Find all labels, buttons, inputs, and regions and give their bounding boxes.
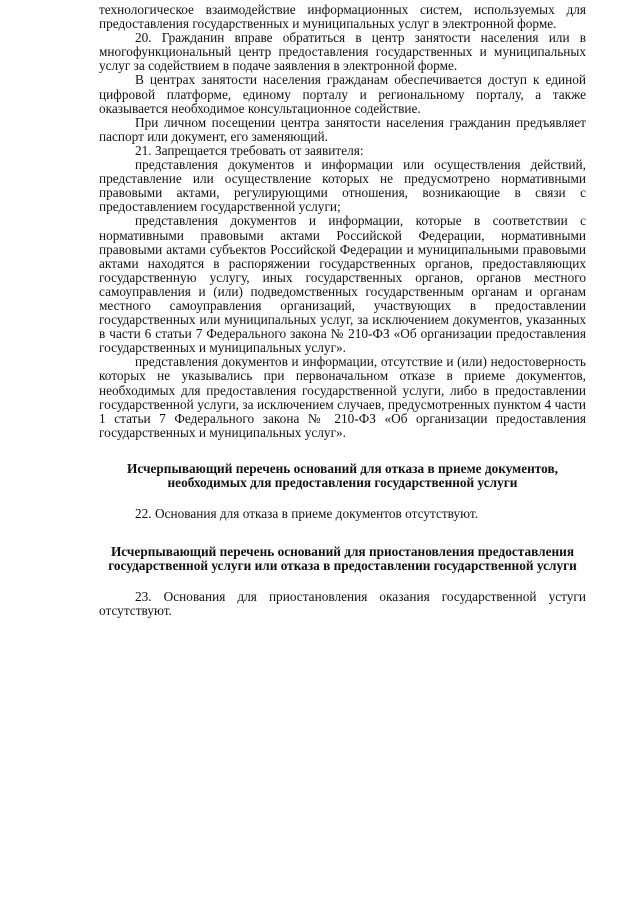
paragraph-employment-centers: В центрах занятости населения гражданам обеспечивается доступ к единой цифровой платформе, единому порталу и региональному порталу, а также оказывается необходимое консультационное содействие. [99, 72, 586, 116]
paragraph-22: 22. Основания для отказа в приеме документов отсутствуют. [135, 506, 479, 522]
section-heading-refusal: Исчерпывающий перечень оснований для отказа в приеме документов, необходимых для предоставления государственной услуги [127, 460, 558, 490]
paragraph-continuation: технологическое взаимодействие информационных систем, используемых для предоставления государственных и муниципальных услуг в электронной форме. [99, 2, 586, 32]
list-item-documents: представления документов и информации, которые в соответствии с нормативными правовыми актами Российской Федерации, нормативными правовыми актами субъектов Российской Федерации и муниципальными правовыми актами находятся в распоряжении государственных органов, предоставляющих государственную услугу, иных государственных органов, органов местного самоуправления и (или) подведомственных государственным органам и органам местного самоуправления организаций, участвующих в предоставлении государственных или муниципальных услуг, за исключением документов, указанных в части 6 статьи 7 Федерального закона № 210-ФЗ «Об организации предоставления государственных и муниципальных услуг». [99, 213, 586, 356]
list-item-refusal: представления документов и информации, отсутствие и (или) недостоверность которых не указывались при первоначальном отказе в приеме документов, необходимых для предоставления государственной услуги, либо в предоставлении государственной услуги, за исключением случаев, предусмотренных пунктом 4 части 1 статьи 7 Федерального закона № 210-ФЗ «Об организации предоставления государственных и муниципальных услуг». [99, 354, 586, 440]
paragraph-21: 21. Запрещается требовать от заявителя: [135, 142, 364, 158]
section-heading-suspension: Исчерпывающий перечень оснований для приостановления предоставления государственной услуги или отказа в предоставлении государственной услуги [108, 544, 577, 574]
paragraph-20: 20. Гражданин вправе обратиться в центр занятости населения или в многофункциональный центр предоставления государственных и муниципальных услуг за содействием в подаче заявления в электронной форме. [99, 30, 586, 74]
document-body [99, 3, 586, 619]
list-item-actions: представления документов и информации или осуществления действий, представление или осуществление которых не предусмотрено нормативными правовыми актами, регулирующими отношения, возникающие в связи с предоставлением государственной услуги; [99, 157, 586, 215]
paragraph-23: 23. Основания для приостановления оказания государственной устуги отсутствуют. [99, 589, 586, 619]
paragraph-personal-visit: При личном посещении центра занятости населения гражданин предъявляет паспорт или документ, его заменяющий. [99, 114, 586, 144]
